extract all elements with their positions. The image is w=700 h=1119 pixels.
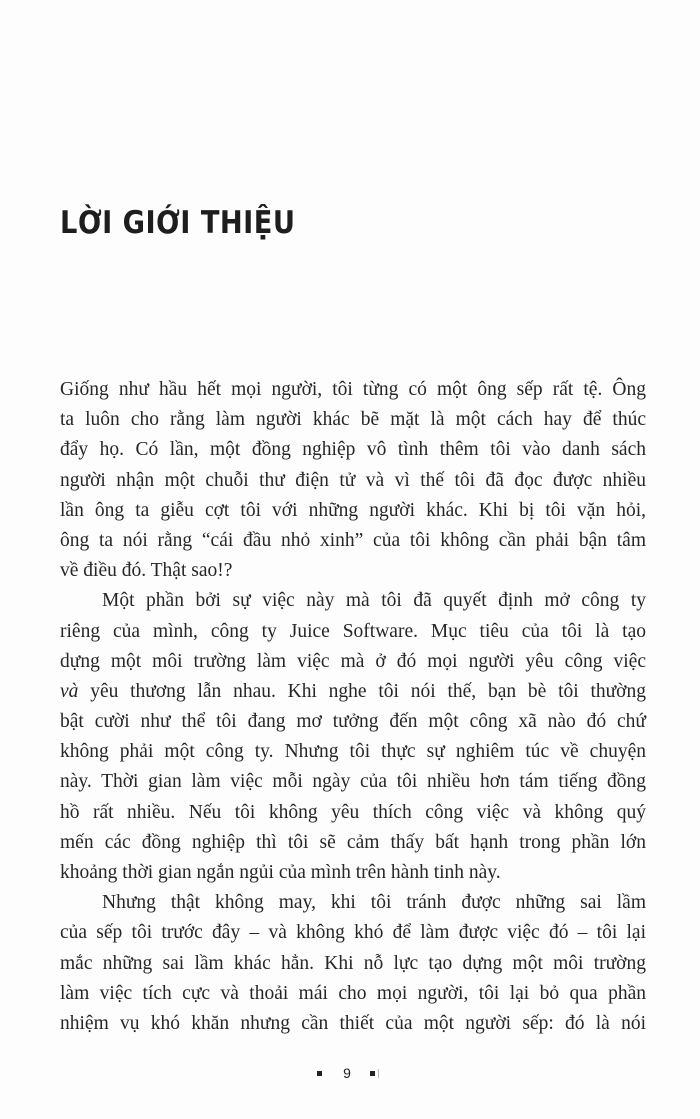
- text-line: dựng một môi trường làm việc mà ở đó mọi người yêu công việc: [60, 650, 646, 672]
- text-line: [60, 677, 646, 707]
- text-line: ta luôn cho rằng làm người khác bẽ mặt là một cách hay để thúc: [60, 409, 646, 431]
- text-line: hồ rất nhiều. Nếu tôi không yêu thích công việc và không quý: [60, 801, 646, 823]
- italic-text: và: [60, 680, 79, 702]
- text-segment: yêu thương lẫn nhau. Khi nghe tôi nói thế, bạn bè tôi thường: [78, 680, 646, 702]
- text-line: ông ta nói rằng “cái đầu nhỏ xinh” của tôi không cần phải bận tâm: [60, 529, 646, 551]
- text-line: của sếp tôi trước đây – và không khó để làm được việc đó – tôi lại: [60, 922, 646, 944]
- text-line: này. Thời gian làm việc mỗi ngày của tôi nhiều hơn tám tiếng đồng: [60, 771, 646, 793]
- footer-bullet-right-icon: [370, 1071, 375, 1076]
- text-line: mắc những sai lầm khác hẳn. Khi nỗ lực tạo dựng một môi trường: [60, 952, 646, 974]
- text-line: Giống như hầu hết mọi người, tôi từng có một ông sếp rất tệ. Ông: [60, 379, 646, 400]
- text-line: người nhận một chuỗi thư điện tử và vì thế tôi đã đọc được nhiều: [60, 469, 646, 491]
- text-line: khoảng thời gian ngắn ngủi của mình trên hành tinh này.: [60, 862, 501, 883]
- text-line: làm việc tích cực và thoải mái cho mọi người, tôi lại bỏ qua phần: [60, 982, 646, 1004]
- text-line: nhiệm vụ khó khăn nhưng cần thiết của một người sếp: đó là nói: [60, 1012, 646, 1034]
- chapter-title: LỜI GIỚI THIỆU: [60, 205, 296, 241]
- footer-tick-mark: [378, 1069, 379, 1078]
- text-line: không phải một công ty. Nhưng tôi thực sự nghiêm túc về chuyện: [60, 741, 646, 763]
- text-line: về điều đó. Thật sao!?: [60, 560, 233, 582]
- text-line: bật cười như thể tôi đang mơ tưởng đến một công xã nào đó chứ: [60, 711, 646, 733]
- text-line: đẩy họ. Có lần, một đồng nghiệp vô tình thêm tôi vào danh sách: [60, 439, 646, 461]
- body-text: [60, 375, 646, 1039]
- text-line: Một phần bởi sự việc này mà tôi đã quyết định mở công ty: [102, 590, 646, 612]
- text-line: lần ông ta giễu cợt tôi với những người khác. Khi bị tôi vặn hỏi,: [60, 499, 646, 521]
- text-line: riêng của mình, công ty Juice Software. Mục tiêu của tôi là tạo: [60, 620, 646, 642]
- footer-bullet-left-icon: [317, 1071, 322, 1076]
- page-footer: [0, 1063, 700, 1085]
- text-line: mến các đồng nghiệp thì tôi sẽ cảm thấy bất hạnh trong phần lớn: [60, 831, 646, 853]
- page-number: 9: [343, 1065, 351, 1081]
- text-line: Nhưng thật không may, khi tôi tránh được những sai lầm: [102, 892, 646, 914]
